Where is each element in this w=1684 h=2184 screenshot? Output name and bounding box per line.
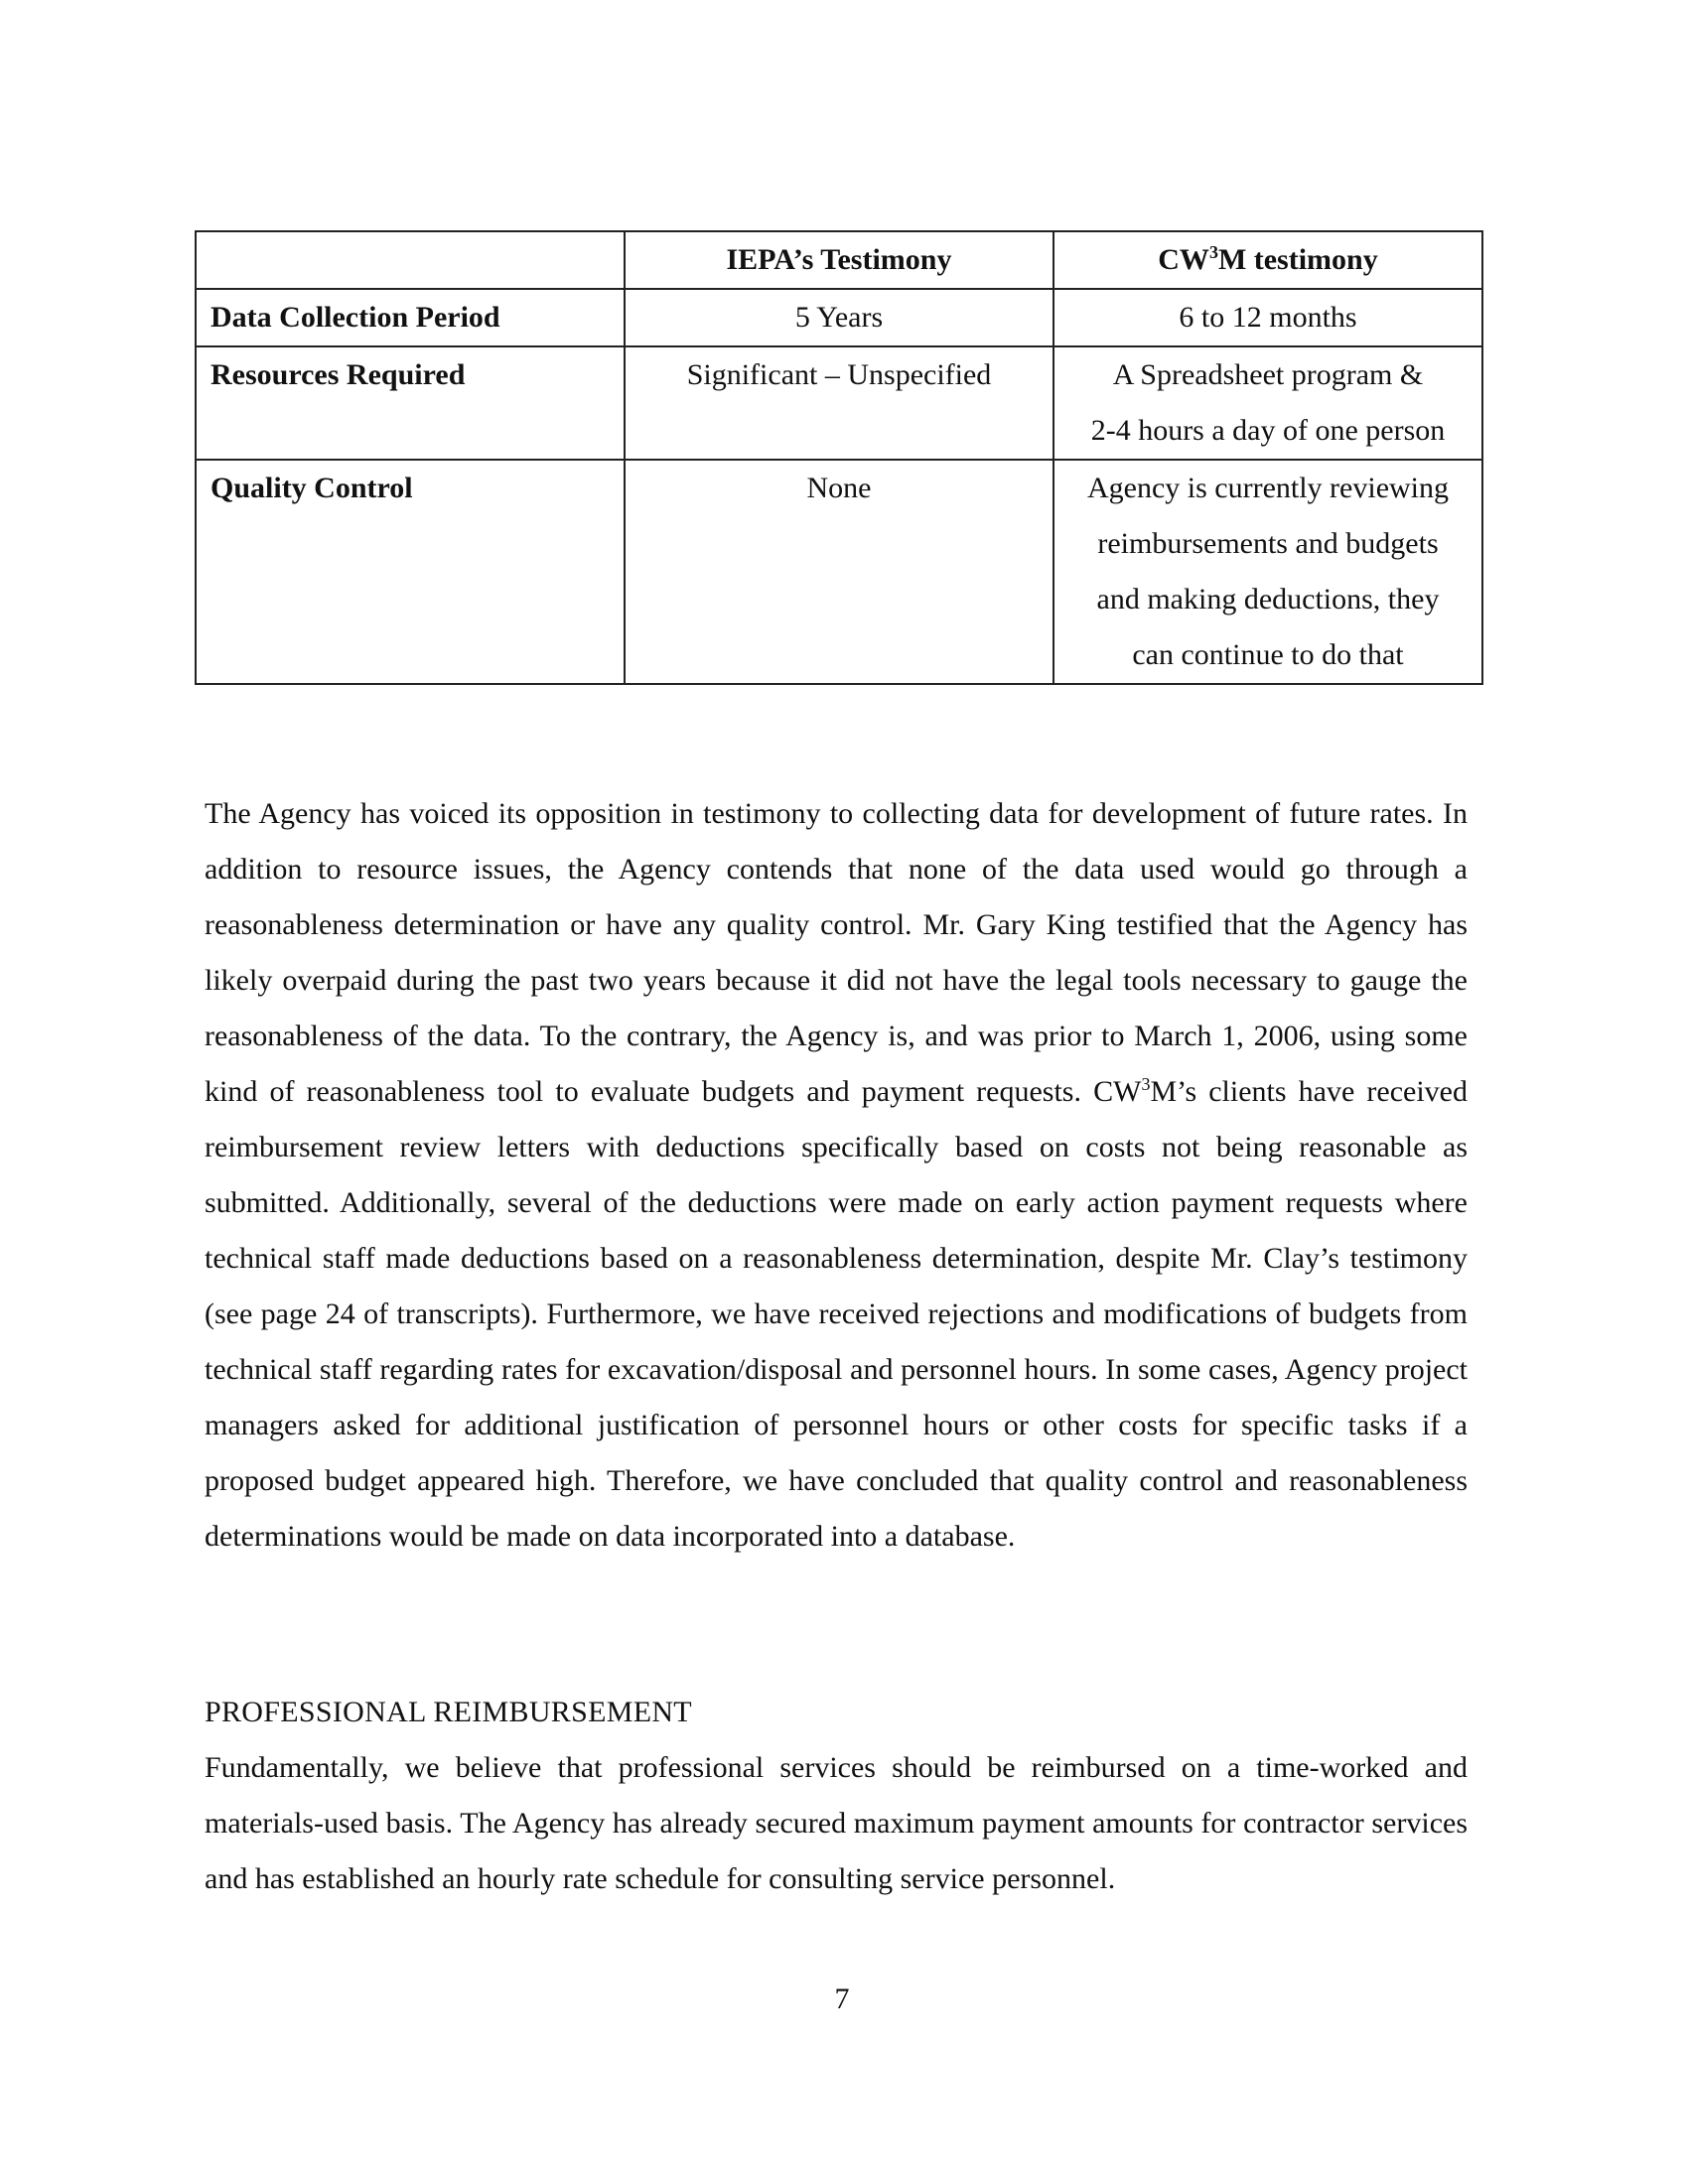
table-row: [196, 346, 1482, 460]
cell-line: and making deductions, they: [1096, 583, 1440, 615]
cell-line: 2-4 hours a day of one person: [1090, 414, 1446, 447]
iepa-cell: [625, 460, 1053, 684]
iepa-cell: [625, 289, 1053, 346]
row-label: Data Collection Period: [196, 289, 625, 346]
header-cw3m-sup: 3: [1208, 242, 1218, 262]
header-empty-cell: [196, 231, 625, 289]
section-heading: PROFESSIONAL REIMBURSEMENT: [205, 1696, 692, 1728]
cell-line: reimbursements and budgets: [1097, 527, 1439, 560]
paragraph1-part1: The Agency has voiced its opposition in testimony to collecting data for development of future rates. In addition to resource issues, the Agency contends that none of the data used would go through a reasonableness determination or have any quality control. Mr. Gary King testified that the Agency has likely overpaid during the past two years because it did not have the legal tools necessary to gauge the reasonableness of the data. To the contrary, the Agency is, and was prior to March 1, 2006, using some kind of reasonableness tool to evaluate budgets and payment requests. CW: [205, 797, 1468, 1108]
cw3m-cell: [1053, 346, 1482, 460]
cell-line: Agency is currently reviewing: [1086, 472, 1450, 504]
row-label: Quality Control: [196, 460, 625, 684]
cell-line: None: [806, 472, 872, 504]
paragraph-agency-opposition: [205, 786, 1468, 1565]
comparison-table: [195, 230, 1483, 685]
row-label: Resources Required: [196, 346, 625, 460]
table-header-row: [196, 231, 1482, 289]
header-cw3m-post: M testimony: [1217, 243, 1378, 276]
paragraph1-part2: M’s clients have received reimbursement review letters with deductions specifically based on costs not being reasonable as submitted. Additionally, several of the deductions were made on early action payment requests where technical staff made deductions based on a reasonableness determination, despite Mr. Clay’s testimony (see page 24 of transcripts). Furthermore, we have received rejections and modifications of budgets from technical staff regarding rates for excavation/disposal and personnel hours. In some cases, Agency project managers asked for additional justification of personnel hours or other costs for specific tasks if a proposed budget appeared high. Therefore, we have concluded that quality control and reasonableness determinations would be made on data incorporated into a database.: [205, 1075, 1469, 1553]
header-cw3m-pre: CW: [1158, 243, 1209, 276]
cell-line: A Spreadsheet program &: [1112, 358, 1424, 391]
cell-line: 5 Years: [794, 301, 884, 334]
paragraph-professional-reimbursement: Fundamentally, we believe that professional services should be reimbursed on a time-worked and materials-used basis. The Agency has already secured maximum payment amounts for contractor services and has established an hourly rate schedule for consulting service personnel.: [205, 1751, 1468, 1895]
cell-line: 6 to 12 months: [1179, 301, 1357, 334]
header-cw3m-testimony: [1053, 231, 1482, 289]
iepa-cell: [625, 346, 1053, 460]
table-row: [196, 289, 1482, 346]
cw3m-cell: [1053, 289, 1482, 346]
cell-line: can continue to do that: [1132, 638, 1404, 671]
cw3m-cell: [1053, 460, 1482, 684]
cell-line: Significant – Unspecified: [686, 358, 992, 391]
page-number: 7: [834, 1982, 850, 2015]
table-row: [196, 460, 1482, 684]
paragraph1-sup: 3: [1141, 1074, 1151, 1094]
header-iepa-testimony: IEPA’s Testimony: [625, 231, 1053, 289]
